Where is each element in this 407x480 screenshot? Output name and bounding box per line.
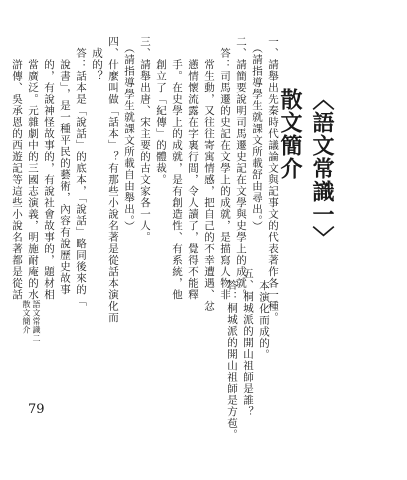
body-line: 二、請簡要說明司馬遷史記在文學與史學上的成就。: [235, 36, 247, 301]
running-footer-section: 散文簡介: [22, 300, 31, 334]
body-line: 本演化而成的。: [258, 280, 270, 361]
section-title: 散文簡介: [277, 88, 303, 180]
body-line: 答：桐城派的開山祖師是方苞。: [226, 268, 238, 441]
body-line: （請指導學生就課文所載自由舉出。）: [123, 36, 135, 233]
body-line: 四、什麼叫做「話本」？有那些小說名著是從話本演化而: [107, 36, 119, 324]
body-line: 滸傳、吳承恩的西遊記等這些小說名著都是從話: [11, 36, 23, 301]
body-line: 懣情懷流露在字裏行間，令人讀了，覺得不能釋: [187, 36, 199, 301]
body-line: 手。在史學上的成就，是有創造性、有系統，他: [171, 36, 183, 301]
body-line: 常生動，又往往寄寓情感，把自己的不幸遭遇、忿: [203, 36, 215, 312]
running-footer-chapter: 語文常識二: [32, 300, 41, 343]
body-line: （請指導學生就課文所載舒由尋出。）: [251, 36, 263, 233]
body-line: 一、請舉出先秦時代議論文與記事文的代表著作各一種。: [267, 36, 279, 324]
page-number: 79: [28, 402, 45, 417]
body-line: 三、請舉出唐、宋主要的古文家各一人。: [139, 36, 151, 243]
body-line: 答：話本是「說話」的底本，「說話」略同後來的「: [75, 36, 87, 307]
body-line: 五、桐城派的開山祖師是誰？: [242, 268, 254, 418]
body-line: 創立了「紀傳」的體裁。: [155, 36, 167, 186]
body-line: 當廣泛。元雜劇中的三國志演義，明施耐庵的水: [27, 36, 39, 301]
body-line: 的，有說神怪故事的，有說社會故事的，題材相: [43, 36, 55, 301]
body-line: 說書」，是一種平民的藝術，內容有說歷史故事: [59, 36, 71, 296]
body-line: 成的？: [91, 36, 103, 82]
chapter-title: 〈語文常識一〉: [309, 88, 335, 249]
body-line: 答：司馬遷的史記在文學上的成就，是描寫人物非: [219, 36, 231, 301]
